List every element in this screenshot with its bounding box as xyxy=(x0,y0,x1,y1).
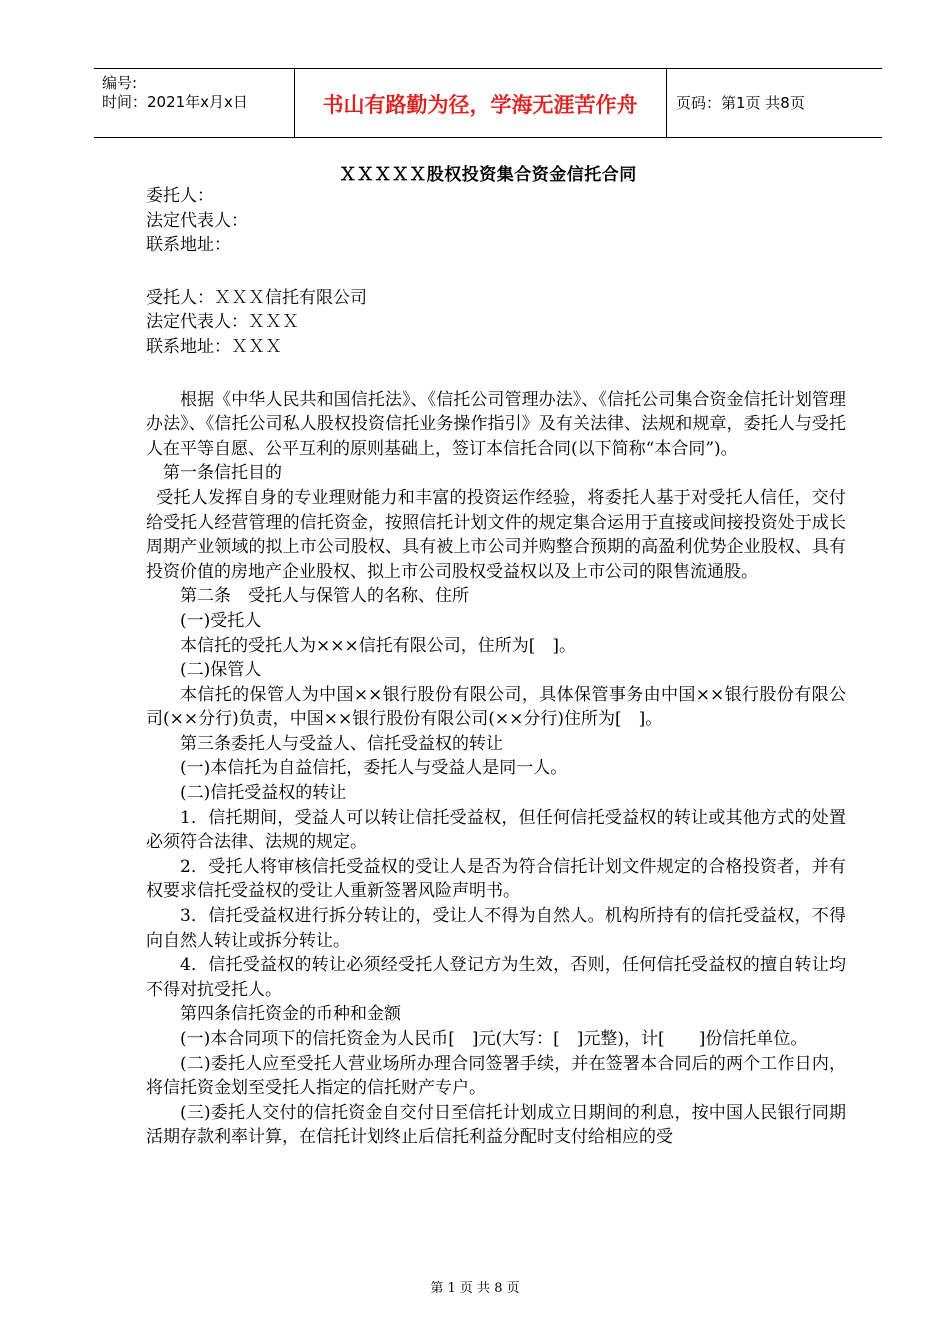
article-1-title: 第一条信托目的 xyxy=(163,463,282,484)
settlor-rep-line: 法定代表人： xyxy=(146,210,248,231)
article-2-item-1-text: 本信托的受托人为×××信托有限公司，住所为[ ]。 xyxy=(180,635,576,656)
article-3-title: 第三条委托人与受益人、信托受益权的转让 xyxy=(180,733,503,754)
article-3-item-1: (一)本信托为自益信托，委托人与受益人是同一人。 xyxy=(180,758,568,779)
motto: 书山有路勤为径，学海无涯苦作舟 xyxy=(322,93,638,117)
trustee-address-line: 联系地址：ＸＸＸ xyxy=(146,336,282,357)
article-2-title: 第二条 受托人与保管人的名称、住所 xyxy=(180,586,469,607)
article-2-item-1: (一)受托人 xyxy=(180,610,262,631)
article-3-item-2: (二)信托受益权的转让 xyxy=(180,783,347,804)
article-3-clause-2: 2．受托人将审核信托受益权的受让人是否为符合信托计划文件规定的合格投资者，并有权要求信托受益权的受让人重新签署风险声明书。 xyxy=(146,856,846,902)
page-footer: 第 1 页 共 8 页 xyxy=(430,1281,520,1296)
article-1-text: 受托人发挥自身的专业理财能力和丰富的投资运作经验，将委托人基于对受托人信任，交付给受托人经营管理的信托资金，按照信托计划文件的规定集合运用于直接或间接投资处于成长周期产业领域的拟上市公司股权、具有被上市公司并购整合预期的高盈利优势企业股权、具有投资价值的房地产企业股权、拟上市公司股权受益权以及上市公司的限售流通股。 xyxy=(146,487,846,582)
article-4-item-2: (二)委托人应至受托人营业场所办理合同签署手续，并在签署本合同后的两个工作日内，将信托资金划至受托人指定的信托财产专户。 xyxy=(146,1053,846,1099)
article-4-item-3: (三)委托人交付的信托资金自交付日至信托计划成立日期间的利息，按中国人民银行同期活期存款利率计算，在信托计划终止后信托利益分配时支付给相应的受 xyxy=(146,1102,846,1148)
trustee-rep-line: 法定代表人：ＸＸＸ xyxy=(146,312,299,333)
doc-number: 编号: xyxy=(102,74,138,92)
settlor-line: 委托人： xyxy=(146,186,214,206)
article-3-clause-1: 1．信托期间，受益人可以转让信托受益权，但任何信托受益权的转让或其他方式的处置必须符合法律、法规的规定。 xyxy=(146,807,846,853)
doc-date: 时间：2021年x月x日 xyxy=(102,93,248,111)
header-table xyxy=(94,68,882,138)
article-2-item-2: (二)保管人 xyxy=(180,660,262,681)
article-2-item-2-text: 本信托的保管人为中国××银行股份有限公司，具体保管事务由中国××银行股份有限公司(××分行)负责，中国××银行股份有限公司(××分行)住所为[ ]。 xyxy=(146,684,846,730)
document-body xyxy=(146,184,846,1150)
settlor-address-line: 联系地址： xyxy=(146,235,231,256)
intro-paragraph: 根据《中华人民共和国信托法》、《信托公司管理办法》、《信托公司集合资金信托计划管理办法》、《信托公司私人股权投资信托业务操作指引》及有关法律、法规和规章，委托人与受托人在平等自愿、公平互利的原则基础上，签订本信托合同(以下简称“本合同”)。 xyxy=(146,389,846,459)
article-4-title: 第四条信托资金的币种和金额 xyxy=(180,1004,401,1025)
article-3-clause-4: 4．信托受益权的转让必须经受托人登记方为生效，否则，任何信托受益权的擅自转让均不得对抗受托人。 xyxy=(146,955,846,1000)
article-3-clause-3: 3．信托受益权进行拆分转让的，受让人不得为自然人。机构所持有的信托受益权，不得向自然人转让或拆分转让。 xyxy=(146,906,846,951)
document-title: ＸＸＸＸＸ股权投资集合资金信托合同 xyxy=(339,165,637,185)
trustee-line: 受托人：ＸＸＸ信托有限公司 xyxy=(146,287,367,308)
article-4-item-1: (一)本合同项下的信托资金为人民币[ ]元(大写：[ ]元整)，计[ ]份信托单位。 xyxy=(180,1029,808,1049)
header-info-cell xyxy=(94,69,295,137)
page-number: 页码：第1页 共8页 xyxy=(676,94,805,112)
header-page-cell xyxy=(666,69,882,137)
header-motto-cell xyxy=(294,69,667,137)
